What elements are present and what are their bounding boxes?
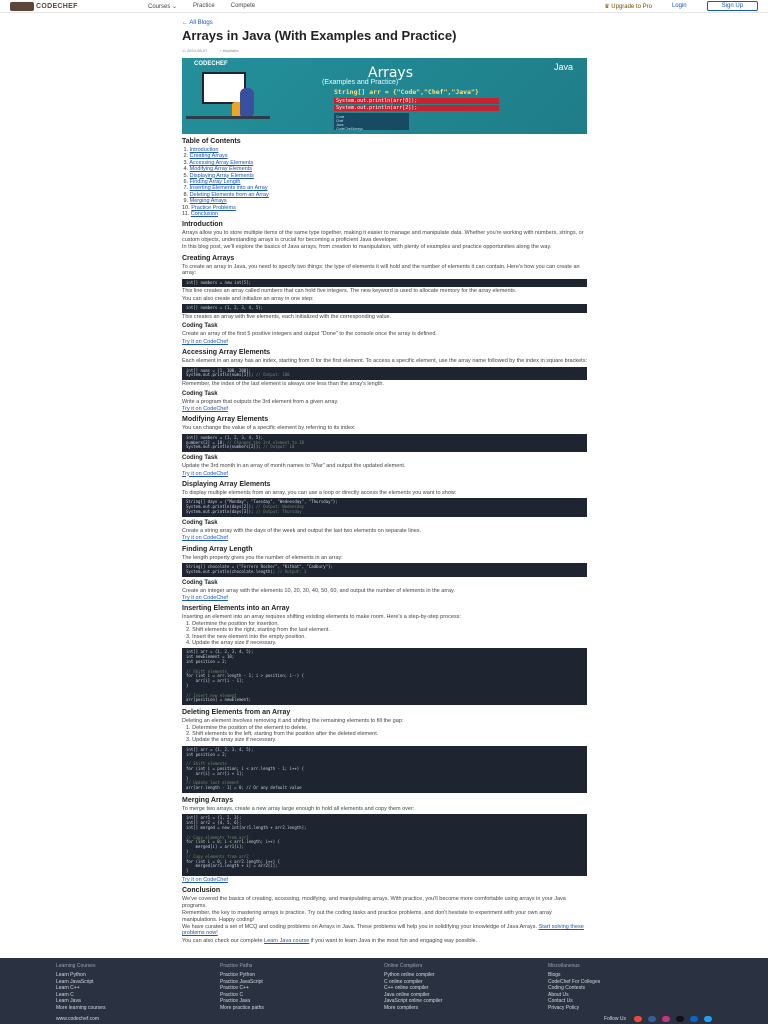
nav-compete[interactable]: Compete	[230, 2, 256, 9]
paragraph: We've covered the basics of creating, accessing, modifying, and manipulating arrays. With practice, you'll become more comfortable using arrays in your Java programs.	[182, 896, 566, 909]
code-line: }	[186, 868, 189, 874]
code-line: }	[186, 682, 189, 688]
code-line: merged[i] = arr1[i];	[186, 844, 244, 850]
footer-col-misc	[548, 963, 712, 1012]
code-comment: // Shift elements	[186, 761, 227, 767]
code-line: for (int i = arr.length - 1; i > position; i--) {	[186, 673, 305, 679]
footer-link[interactable]: CodeChef For Colleges	[548, 978, 601, 985]
linkedin-icon[interactable]	[690, 1016, 698, 1022]
paragraph: This line creates an array called numbers that can hold five integers. The new keyword is used to allocate memory for the array elements.	[182, 288, 517, 295]
code-line: int position = 2;	[186, 751, 227, 757]
footer-link[interactable]: Python online compiler	[384, 972, 435, 978]
code-block	[182, 648, 587, 705]
back-label: All Blogs	[189, 20, 213, 26]
paragraph: This creates an array with five elements, each initialized with the corresponding value.	[182, 313, 392, 320]
site-url[interactable]: www.codechef.com	[56, 1016, 100, 1022]
paragraph: To create an array in Java, you need to specify two things: the type of elements it will hold and the number of elements it can contain. Here's how you can create an array:	[182, 263, 580, 277]
paragraph: The length property gives you the number of elements in an array:	[182, 554, 343, 561]
paragraph: You can change the value of a specific element by referring to its index:	[182, 425, 356, 432]
code-line: int position = 2;	[186, 659, 227, 664]
back-to-blogs-link[interactable]	[182, 20, 587, 26]
toc-link-merging[interactable]: Merging Arrays	[189, 198, 227, 205]
hero-brand: CODECHEF	[194, 61, 228, 67]
section-creating: Creating Arrays	[182, 254, 235, 262]
nav-right	[604, 1, 758, 11]
coding-task-text: Create a string array with the days of the week and output the last two elements on separate lines.	[182, 527, 422, 534]
youtube-icon[interactable]	[634, 1016, 642, 1022]
code-line: int[] arr = {1, 2, 3, 4, 5};	[186, 649, 254, 655]
toc-link-practice[interactable]: Practice Problems	[191, 204, 236, 211]
footer-heading: Miscellaneous	[548, 963, 580, 969]
footer-bottom	[56, 1016, 712, 1022]
section-accessing: Accessing Array Elements	[182, 349, 271, 357]
footer-col-practice	[220, 963, 384, 1012]
code-line: arr[i] = arr[i - 1];	[186, 678, 244, 684]
paragraph	[182, 924, 587, 937]
paragraph: You can also create and initialize an array in one step:	[182, 295, 314, 302]
code-comment: // Output: 100	[253, 372, 290, 378]
code-line: int[] nums = {1, 100, 200};	[186, 367, 252, 373]
follow-label: Follow Us	[604, 1016, 626, 1022]
try-on-codechef-link[interactable]: Try it on CodeChef	[182, 876, 228, 883]
footer-link[interactable]: More learning courses	[56, 1004, 106, 1011]
try-on-codechef-link[interactable]: Try it on CodeChef	[182, 338, 228, 345]
footer-link[interactable]: Practice Python	[220, 972, 256, 978]
footer-link[interactable]: Coding Contests	[548, 985, 585, 992]
code-comment: // Output: 10	[260, 444, 295, 450]
footer-link[interactable]: Practice JavaScript	[220, 978, 263, 985]
step-item: 2. Shift elements to the left, starting from the position after the deleted element.	[186, 730, 379, 737]
arrow-left-icon: ←	[182, 20, 188, 26]
paragraph: Remember, the index of the last element is always one less than the array's length.	[182, 381, 384, 388]
footer-link[interactable]: More practice paths	[220, 1004, 264, 1011]
footer-columns	[0, 958, 768, 1012]
paragraph: Inserting an element into an array requires shifting existing elements to make room. Here's a step-by-step process:	[182, 614, 461, 621]
code-line: }	[186, 848, 189, 854]
coding-task-title: Coding Task	[182, 519, 218, 526]
footer-link[interactable]: Learn Java	[56, 998, 81, 1005]
steps-list	[182, 725, 587, 744]
footer-heading: Online Compilers	[384, 963, 423, 969]
code-line: System.out.println(chocolate.length);	[186, 568, 276, 574]
coding-task-text: Update the 3rd month in an array of month names to "Mar" and output the updated element.	[182, 463, 406, 470]
toc-link-accessing[interactable]: Accessing Array Elements	[189, 159, 254, 166]
footer-link[interactable]: Practice C++	[220, 985, 249, 992]
toc-link-length[interactable]: Finding Array Length	[189, 179, 241, 186]
code-line: numbers[2] = 10;	[186, 439, 225, 445]
footer-link[interactable]: About Us	[548, 991, 569, 998]
footer-link[interactable]: Learn Python	[56, 972, 86, 978]
footer-link[interactable]: More compilers	[384, 1004, 419, 1011]
try-on-codechef-link[interactable]: Try it on CodeChef	[182, 470, 228, 477]
code-comment: // Copy elements from arr2	[186, 853, 249, 859]
hero-code: String[] arr = {"Code","Chef","Java"}	[334, 88, 479, 96]
code-comment: // Insert new element	[186, 692, 237, 698]
section-conclusion: Conclusion	[182, 887, 221, 895]
code-comment: // Shift elements	[186, 668, 227, 674]
hero-title: Arrays	[368, 65, 414, 81]
code-block	[182, 563, 587, 577]
code-line: merged[arr1.length + i] = arr2[i];	[186, 863, 278, 869]
start-solving-link[interactable]: Start solving these problems now!	[182, 923, 584, 937]
article-date: 2024-08-07	[186, 48, 208, 53]
facebook-icon[interactable]	[648, 1016, 656, 1022]
codechef-logo[interactable]	[10, 2, 130, 11]
toc-item: 1. Introduction	[182, 147, 219, 153]
paragraph: Each element in an array has an index, starting from 0 for the first element. To access a specific element, use the array name followed by the index in square brackets:	[182, 358, 587, 365]
footer-heading: Learning Courses	[56, 963, 96, 969]
step-item: 3. Update the array size if necessary.	[186, 737, 277, 744]
code-line: System.out.println(nums[1]);	[186, 372, 254, 378]
toc-link-deleting[interactable]: Deleting Elements from an Array	[189, 191, 269, 198]
coding-task-text: Create an integer array with the elements 10, 20, 30, 40, 50, 60, and output the number of elements in the array.	[182, 587, 455, 594]
code-line: int newElement = 10;	[186, 654, 235, 660]
code-line: arr[position] = newElement;	[186, 697, 252, 703]
code-line: }	[186, 775, 189, 781]
section-inserting: Inserting Elements into an Array	[182, 605, 290, 613]
nav-menu	[148, 3, 255, 10]
logo-text: CODECHEF	[36, 2, 78, 10]
section-length: Finding Array Length	[182, 545, 253, 553]
coding-task-text: Create an array of the first 5 positive integers and output "Done" to the console once the array is defined.	[182, 331, 437, 338]
coding-task-title: Coding Task	[182, 390, 218, 397]
table-of-contents	[182, 147, 587, 217]
code-block	[182, 367, 587, 381]
toc-item: 3. Accessing Array Elements	[182, 159, 254, 166]
hero-subtitle: (Examples and Practice)	[322, 79, 399, 86]
toc-link-inserting[interactable]: Inserting Elements into an Array	[189, 185, 268, 192]
article-title: Arrays in Java (With Examples and Practice)	[182, 28, 457, 43]
step-item: 1. Determine the position for insertion.	[186, 620, 279, 627]
toc-title: Table of Contents	[182, 138, 241, 145]
calendar-icon: ▭ 2024-08-07	[182, 48, 208, 53]
intro-paragraph: Arrays allow you to store multiple items of the same type together, making it easier to manage and manipulate data. Whether you're working with numbers, strings, or custom objects, understanding arrays is crucial for becoming a proficient Java developer.	[182, 230, 584, 243]
section-introduction: Introduction	[182, 221, 223, 229]
code-comment: // Copy elements from arr1	[186, 834, 249, 840]
code-block	[182, 434, 587, 452]
code-line: System.out.println(days[2]);	[186, 504, 254, 510]
try-on-codechef-link[interactable]: Try it on CodeChef	[182, 405, 228, 412]
upgrade-to-pro-link[interactable]	[604, 3, 652, 10]
toc-item: 10. Practice Problems	[182, 204, 236, 211]
footer-col-courses	[56, 963, 220, 1012]
signup-button[interactable]: Sign Up	[707, 1, 758, 11]
footer-link[interactable]: Privacy Policy	[548, 1004, 580, 1011]
toc-item: 11. Conclusion	[182, 211, 218, 218]
code-line: int[] numbers = {1, 2, 3, 4, 5};	[186, 434, 264, 440]
code-line: String[] days = {"Monday", "Tuesday", "Wednesday", "Thursday"};	[186, 499, 338, 505]
coding-task-title: Coding Task	[182, 323, 218, 330]
code-comment: // Update last element	[186, 780, 239, 786]
toc-item: 6. Finding Array Length	[182, 179, 241, 186]
upgrade-label: Upgrade to Pro	[611, 3, 652, 10]
instagram-icon[interactable]	[662, 1016, 670, 1022]
footer-link[interactable]: Practice Java	[220, 998, 251, 1005]
twitter-icon[interactable]	[704, 1016, 712, 1022]
footer-link[interactable]: C++ online compiler	[384, 985, 429, 992]
hero-code-line-2: System.out.println(arr[2]);	[334, 105, 499, 111]
code-line: for (int i = position; i < arr.length - 1; i++) {	[186, 765, 305, 771]
intro-paragraph: In this blog post, we'll explore the basics of Java arrays, from creation to manipulation, with plenty of examples and practice opportunities along the way.	[182, 244, 552, 251]
code-line: int[] arr2 = {4, 5, 6};	[186, 820, 242, 826]
footer	[0, 958, 768, 1024]
paragraph: Remember, the key to mastering arrays is practice. Try out the coding tasks and practice problems, and don't hesitate to experiment with your own array manipulations. Happy coding!	[182, 910, 552, 923]
code-block: int[] numbers = new int[5];	[182, 279, 587, 288]
chef-hat-icon	[10, 2, 34, 11]
paragraph	[182, 938, 587, 944]
follow-us	[604, 1016, 712, 1022]
toc-link-introduction[interactable]: Introduction	[189, 147, 219, 153]
article-meta	[182, 48, 587, 53]
footer-link[interactable]: Learn JavaScript	[56, 978, 94, 985]
code-block	[182, 814, 587, 876]
footer-col-compilers	[384, 963, 548, 1012]
footer-link[interactable]: Learn C	[56, 991, 74, 998]
user-icon: ◔ tinyklabs	[219, 48, 239, 53]
text: We have curated a set of MCQ and coding problems on Arrays in Java. These problems will help you in solidifying your knowledge of Java Arrays.	[182, 923, 539, 930]
nav-practice[interactable]: Practice	[193, 2, 215, 9]
section-deleting: Deleting Elements from an Array	[182, 709, 291, 717]
hero-image	[182, 58, 587, 134]
code-line: arr[i] = arr[i + 1];	[186, 770, 244, 776]
article	[182, 20, 587, 944]
code-comment: // Output: Wednesday	[253, 504, 305, 510]
section-displaying: Displaying Array Elements	[182, 480, 271, 488]
step-item: 4. Update the array size if necessary.	[186, 640, 277, 646]
footer-link[interactable]: Practice C	[220, 991, 244, 998]
toc-item: 5. Displaying Array Elements	[182, 172, 254, 179]
paragraph: Deleting an element involves removing it and shifting the remaining elements to fill the gap:	[182, 718, 404, 725]
step-item: 1. Determine the position of the element to delete.	[186, 724, 308, 731]
code-line: int[] merged = new int[arr1.length + arr2.length];	[186, 824, 307, 830]
code-block	[182, 498, 587, 516]
code-line: for (int i = 0; i < arr2.length; i++) {	[186, 858, 280, 864]
article-author: tinyklabs	[222, 48, 239, 53]
code-line: int[] arr1 = {1, 2, 3};	[186, 815, 242, 821]
code-line: System.out.println(numbers[2]);	[186, 444, 261, 450]
code-line: int[] arr = {1, 2, 3, 4, 5};	[186, 746, 254, 752]
top-nav	[0, 0, 768, 13]
code-block	[182, 746, 587, 793]
step-item: 3. Insert the new element into the empty position.	[186, 633, 306, 640]
text: if you want to learn Java in the most fun and engaging way possible.	[309, 937, 478, 944]
coding-task-title: Coding Task	[182, 455, 218, 462]
code-line: for (int i = 0; i < arr1.length; i++) {	[186, 839, 280, 845]
try-on-codechef-link[interactable]: Try it on CodeChef	[182, 594, 228, 601]
footer-link[interactable]: Java online compiler	[384, 991, 430, 998]
toc-item: 4. Modifying Array Elements	[182, 166, 253, 173]
nav-courses[interactable]: Courses ⌄	[148, 3, 178, 10]
footer-link[interactable]: Blogs	[548, 972, 561, 978]
text: You can also check our complete	[182, 937, 265, 944]
code-line: String[] chocolate = {"Ferrero Rocher", "Kitkat", "Cadbury"};	[186, 563, 333, 569]
code-line: System.out.println(days[3]);	[186, 508, 254, 514]
code-block: int[] numbers = {1, 2, 3, 4, 5};	[182, 304, 587, 313]
footer-link[interactable]: Learn C++	[56, 985, 80, 992]
steps-list	[182, 621, 587, 647]
coding-task-title: Coding Task	[182, 579, 218, 586]
section-modifying: Modifying Array Elements	[182, 416, 269, 424]
toc-link-creating[interactable]: Creating Arrays	[189, 153, 228, 160]
desk-illustration	[186, 116, 270, 119]
section-merging: Merging Arrays	[182, 796, 234, 804]
hero-code-line-1: System.out.println(arr[0]);	[334, 98, 499, 104]
code-comment: // Changes the 3rd element to 10	[224, 439, 305, 445]
crown-icon: ♛	[604, 3, 610, 10]
login-link[interactable]: Login	[671, 3, 687, 9]
learn-java-course-link[interactable]: Learn Java course	[264, 937, 310, 944]
try-on-codechef-link[interactable]: Try it on CodeChef	[182, 535, 228, 542]
toc-link-modifying[interactable]: Modifying Array Elements	[189, 166, 253, 173]
toc-item: 9. Merging Arrays	[182, 198, 227, 205]
toc-item: 2. Creating Arrays	[182, 153, 228, 160]
code-line: arr[arr.length - 1] = 0; // Or any default value	[186, 785, 302, 791]
code-comment: // Output: 3	[275, 568, 307, 574]
footer-link[interactable]: JavaScript online compiler	[384, 998, 443, 1005]
footer-heading: Practice Paths	[220, 963, 253, 969]
toc-item: 8. Deleting Elements from an Array	[182, 191, 269, 198]
toc-item: 7. Inserting Elements into an Array	[182, 185, 268, 192]
footer-link[interactable]: Contact Us	[548, 998, 573, 1005]
footer-link[interactable]: C online compiler	[384, 978, 423, 985]
toc-link-conclusion[interactable]: Conclusion	[190, 211, 218, 218]
toc-link-displaying[interactable]: Displaying Array Elements	[189, 172, 254, 179]
paragraph: To merge two arrays, create a new array large enough to hold all elements and copy them over:	[182, 805, 415, 812]
hero-lang: Java	[553, 62, 573, 72]
hero-output-panel: Code Chef Java CodeChef/Arrays	[334, 113, 409, 130]
code-comment: // Output: Thursday	[253, 508, 302, 514]
paragraph: To display multiple elements from an array, you can use a loop or directly access the elements you want to show:	[182, 489, 457, 496]
social-icons	[634, 1016, 712, 1022]
step-item: 2. Shift elements to the right, starting from the last element.	[186, 627, 330, 634]
x-icon[interactable]	[676, 1016, 684, 1022]
person-illustration	[240, 88, 254, 116]
coding-task-text: Write a program that outputs the 3rd element from a given array.	[182, 398, 339, 405]
